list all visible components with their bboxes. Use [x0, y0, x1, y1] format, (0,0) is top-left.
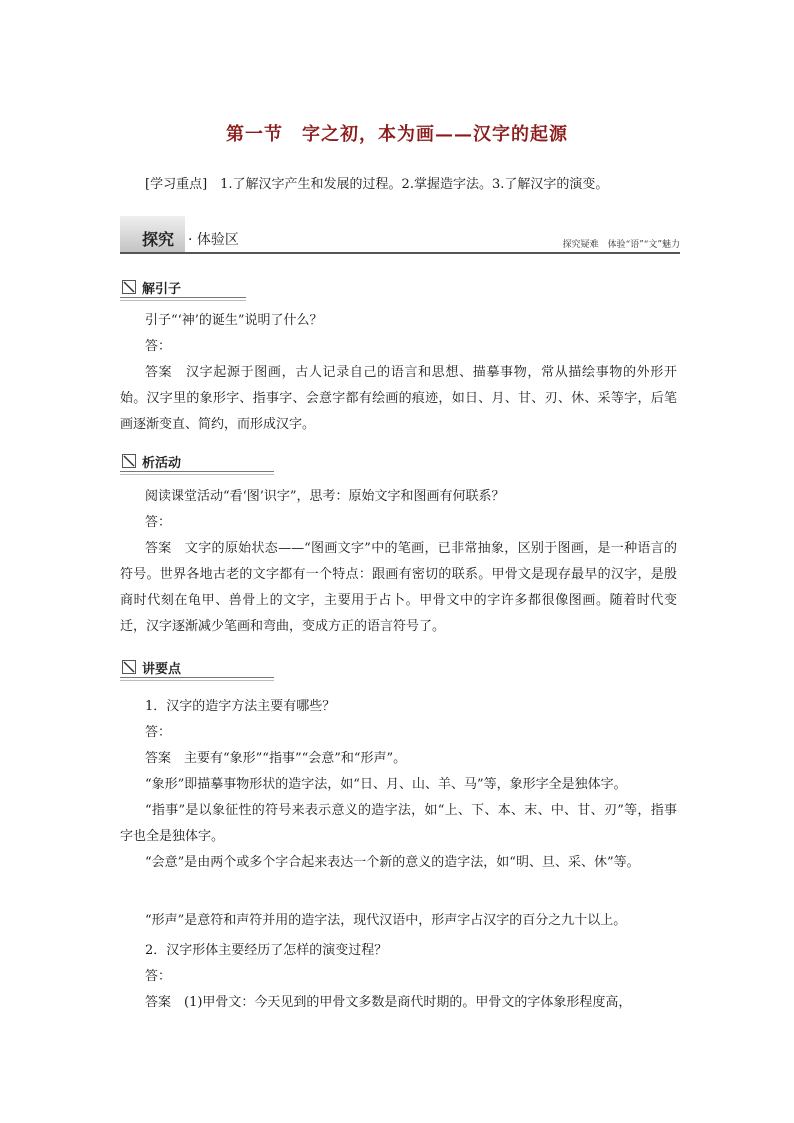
- lesson-title: 第一节 字之初，本为画——汉字的起源: [226, 124, 568, 145]
- question-text: 阅读课堂活动“看‘图’识字”，思考：原始文字和图画有何联系？: [145, 489, 505, 504]
- section-underline: [120, 471, 274, 472]
- answer-prompt: 答：: [145, 969, 172, 984]
- slash-box-icon: [122, 454, 136, 468]
- paragraph-xiangxing: “象形”即描摹事物形状的造字法，如“日、月、山、羊、马”等，象形字全是独体字。: [145, 777, 627, 792]
- section-underline-shadow: [120, 300, 246, 301]
- answer-prompt: 答：: [145, 725, 172, 740]
- section-label: 讲要点: [142, 662, 182, 677]
- slash-box-icon: [122, 660, 136, 674]
- paragraph-zhishi: “指事”是以象征性的符号来表示意义的造字法，如“上、下、本、末、中、甘、刃”等，指事字也全是独体字。: [120, 803, 677, 844]
- band-slogan: 探究疑难 体验“语”“文”魅力: [562, 240, 680, 250]
- section-header-jieyinzi: [120, 278, 246, 298]
- answer-prompt: 答：: [145, 515, 172, 530]
- section-band: [120, 216, 680, 254]
- answer-paragraph: 答案 汉字起源于图画，古人记录自己的语言和思想、描摹事物，常从描绘事物的外形开始。汉字里的象形字、指事字、会意字都有绘画的痕迹，如日、月、甘、刃、休、采等字，后笔画逐渐变直、简约，而形成汉字。: [120, 365, 677, 432]
- band-title: 探究: [142, 230, 175, 249]
- paragraph-xingsheng: “形声”是意符和声符并用的造字法，现代汉语中，形声字占汉字的百分之九十以上。: [145, 913, 627, 928]
- section-header-jiangyaodian: [120, 658, 274, 678]
- section-underline-shadow: [120, 680, 274, 681]
- answer-prompt: 答：: [145, 339, 172, 354]
- answer-paragraph: 答案 文字的原始状态——“图画文字”中的笔画，已非常抽象，区别于图画，是一种语言的符号。世界各地古老的文字都有一个特点：跟画有密切的联系。甲骨文是现存最早的汉字，是殷商时代刻在龟甲、兽骨上的文字，主要用于占卜。甲骨文中的字许多都很像图画。随着时代变迁，汉字逐渐减少笔画和弯曲，变成方正的语言符号了。: [120, 541, 677, 634]
- paragraph-huiyi: “会意”是由两个或多个字合起来表达一个新的意义的造字法，如“明、旦、采、休”等。: [145, 855, 640, 870]
- section-underline: [120, 297, 246, 298]
- learning-focus: [学习重点] 1.了解汉字产生和发展的过程。2.掌握造字法。3.了解汉字的演变。: [145, 177, 609, 192]
- question-text: 引子“‘神’的诞生”说明了什么？: [145, 313, 323, 328]
- question-2: 2．汉字形体主要经历了怎样的演变过程？: [145, 943, 388, 958]
- slash-box-icon: [122, 280, 136, 294]
- answer-paragraph: 答案 (1)甲骨文：今天见到的甲骨文多数是商代时期的。甲骨文的字体象形程度高，: [145, 995, 632, 1010]
- answer-summary: 答案 主要有“象形”“指事”“会意”和“形声”。: [145, 751, 407, 766]
- section-underline-shadow: [120, 474, 274, 475]
- section-label: 析活动: [142, 456, 182, 471]
- question-1: 1．汉字的造字方法主要有哪些？: [145, 699, 336, 714]
- band-subtitle: · 体验区: [188, 232, 239, 248]
- section-underline: [120, 677, 274, 678]
- section-label: 解引子: [142, 282, 182, 297]
- section-header-xihuodong: [120, 452, 274, 472]
